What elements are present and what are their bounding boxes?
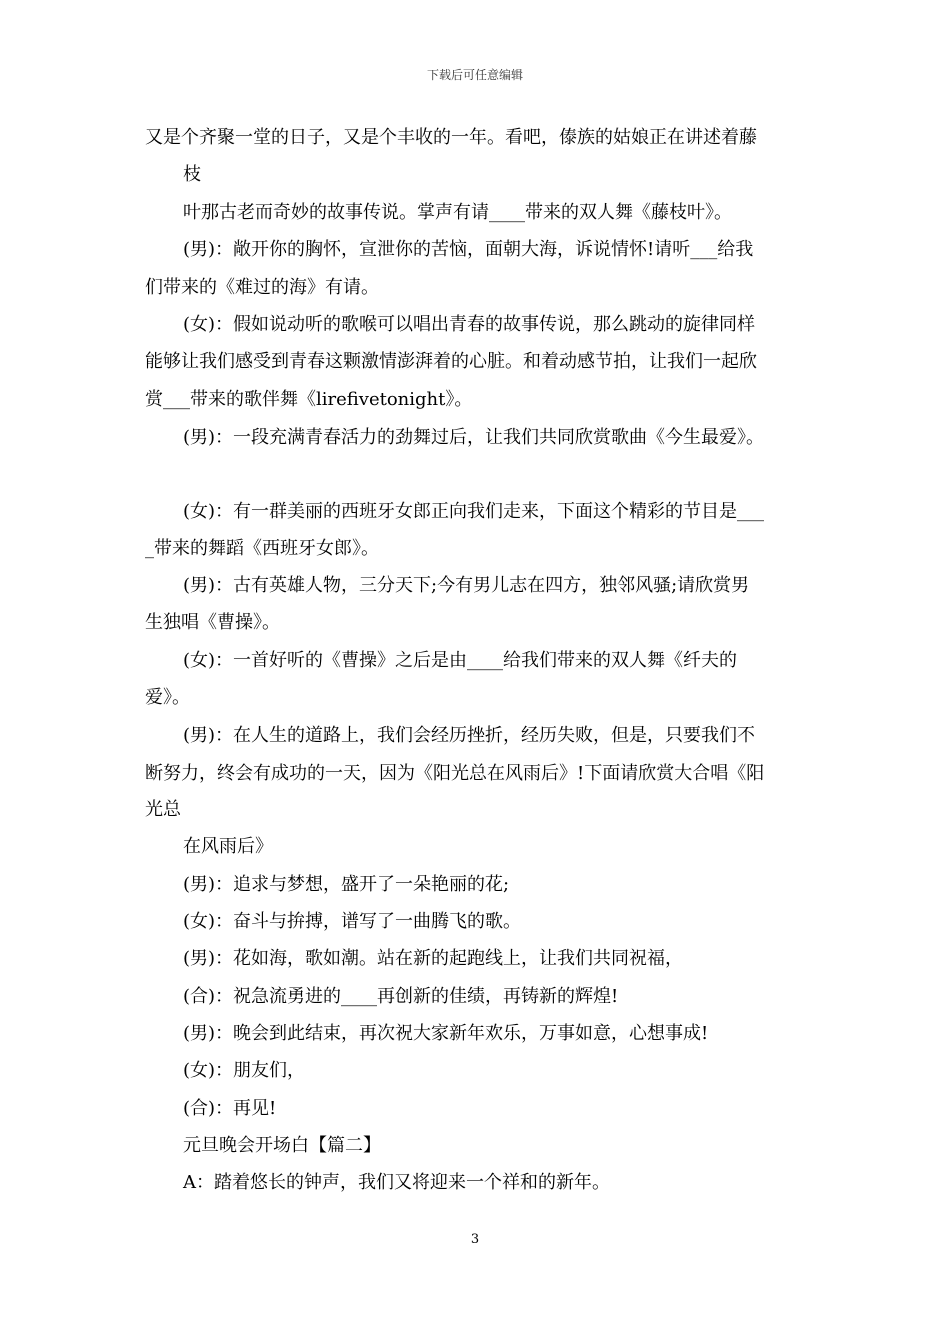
text-line: 叶那古老而奇妙的故事传说。掌声有请____带来的双人舞《藤枝叶》。: [183, 202, 732, 223]
text-line: (男)：花如海，歌如潮。站在新的起跑线上，让我们共同祝福，: [183, 948, 684, 969]
text-line: 光总: [145, 799, 181, 820]
text-line: (女)：奋斗与拚搏，谱写了一曲腾飞的歌。: [183, 911, 522, 932]
text-line: (合)：再见!: [183, 1098, 277, 1119]
text-line: (男)：追求与梦想，盛开了一朵艳丽的花;: [183, 874, 510, 895]
text-line: 生独唱《曹操》。: [145, 612, 280, 633]
text-line: (男)：晚会到此结束，再次祝大家新年欢乐，万事如意，心想事成!: [183, 1023, 709, 1044]
text-line: (男)：一段充满青春活力的劲舞过后，让我们共同欣赏歌曲《今生最爱》。: [183, 427, 765, 448]
text-line: 又是个齐聚一堂的日子，又是个丰收的一年。看吧，傣族的姑娘正在讲述着藤: [145, 127, 757, 148]
text-line: (女)：朋友们，: [183, 1060, 306, 1081]
text-line: _带来的舞蹈《西班牙女郎》。: [145, 538, 379, 559]
text-line: 爱》。: [145, 687, 190, 708]
text-line: (女)：假如说动听的歌喉可以唱出青春的故事传说，那么跳动的旋律同样: [183, 314, 756, 335]
text-line: A：踏着悠长的钟声，我们又将迎来一个祥和的新年。: [183, 1172, 610, 1193]
text-line: 们带来的《难过的海》有请。: [145, 277, 379, 298]
text-line: (男)：古有英雄人物，三分天下;今有男儿志在四方，独邻风骚;请欣赏男: [183, 575, 750, 596]
text-line: (女)：一首好听的《曹操》之后是由____给我们带来的双人舞《纤夫的: [183, 650, 738, 671]
text-line: (男)：敞开你的胸怀，宣泄你的苦恼，面朝大海，诉说情怀!请听___给我: [183, 239, 754, 260]
text-line: (男)：在人生的道路上，我们会经历挫折，经历失败，但是，只要我们不: [183, 725, 756, 746]
text-line: 枝: [183, 164, 201, 185]
text-line: 在风雨后》: [183, 836, 273, 857]
text-line: 断努力，终会有成功的一天，因为《阳光总在风雨后》!下面请欣赏大合唱《阳: [145, 763, 765, 784]
text-line: 能够让我们感受到青春这颗激情澎湃着的心脏。和着动感节拍，让我们一起欣: [145, 351, 757, 372]
page-header: 下载后可任意编辑: [426, 68, 523, 82]
page-number: 3: [470, 1232, 480, 1247]
section-heading: 元旦晚会开场白【篇二】: [183, 1135, 381, 1156]
text-line: 赏___带来的歌伴舞《lirefivetonight》。: [145, 389, 473, 410]
text-line: (女)：有一群美丽的西班牙女郎正向我们走来，下面这个精彩的节目是___: [183, 501, 765, 522]
text-line: (合)：祝急流勇进的____再创新的佳绩，再铸新的辉煌!: [183, 986, 619, 1007]
